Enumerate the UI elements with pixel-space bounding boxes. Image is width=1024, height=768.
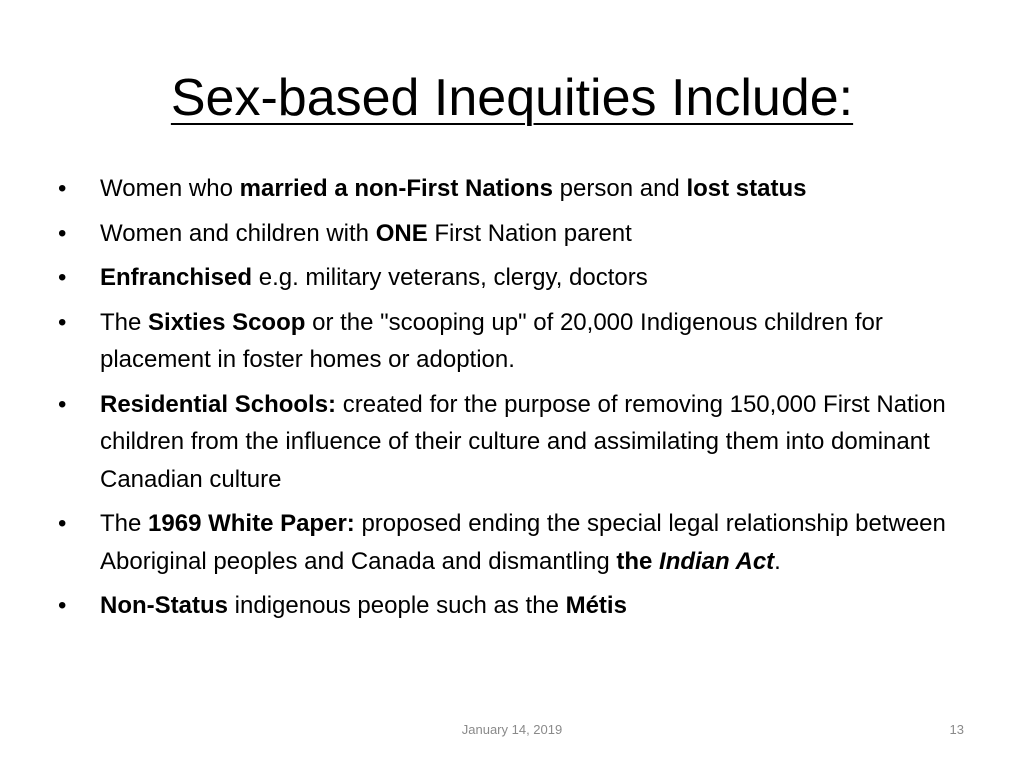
bullet-item	[58, 587, 958, 625]
bullet-text-segment: .	[774, 547, 781, 575]
bullet-text-segment: The	[100, 308, 149, 336]
bullet-text-segment: Métis	[565, 592, 627, 619]
bullet-text-segment: person and	[553, 175, 687, 202]
bullet-text-segment: Sixties Scoop	[148, 308, 306, 336]
bullet-item	[58, 215, 958, 253]
bullet-item	[58, 505, 958, 580]
bullet-item	[58, 386, 958, 499]
bullet-text-segment: Enfranchised	[100, 264, 253, 291]
bullet-item	[58, 304, 958, 379]
bullet-text-segment: Women and children with	[100, 219, 376, 247]
bullet-item	[58, 259, 958, 297]
bullet-text-segment: proposed ending the special legal relationship between Aboriginal peoples and Canada and dismantling	[100, 510, 946, 575]
bullet-item	[58, 170, 958, 208]
bullet-text-segment: indigenous people such as the	[228, 592, 566, 619]
footer-page-number: 13	[949, 722, 964, 737]
bullet-text-segment: Indian Act	[659, 547, 775, 575]
bullet-text-segment: ONE	[375, 219, 428, 247]
bullet-marker: •	[58, 390, 67, 418]
bullet-text-segment: e.g. military veterans, clergy, doctors	[252, 264, 648, 291]
bullet-marker: •	[58, 308, 67, 336]
bullet-marker: •	[58, 592, 67, 619]
bullet-text-segment: 1969 White Paper:	[148, 510, 355, 537]
bullet-text-segment: Women who	[100, 175, 240, 202]
bullet-text-segment: married a non-First Nations	[239, 175, 554, 202]
bullet-marker: •	[58, 510, 67, 537]
bullet-text-segment: created for the purpose of removing 150,000 First Nation children from the influence of their culture and assimilating them into dominant Canadian culture	[100, 390, 946, 493]
bullet-text-segment: The	[100, 510, 149, 537]
bullet-text-segment: Residential Schools:	[100, 390, 337, 418]
bullet-text-segment: lost status	[686, 175, 807, 202]
bullet-text-segment: or the "scooping up" of 20,000 Indigenous children for placement in foster homes or adoption.	[100, 308, 883, 373]
footer-date: January 14, 2019	[461, 722, 563, 737]
bullet-marker: •	[58, 175, 67, 202]
slide-title: Sex-based Inequities Include:	[170, 69, 854, 127]
bullet-list	[58, 170, 958, 632]
bullet-text-segment: the	[616, 547, 660, 575]
bullet-marker: •	[58, 219, 67, 247]
bullet-text-segment: First Nation parent	[427, 219, 632, 247]
bullet-marker: •	[58, 264, 67, 291]
bullet-text-segment: Non-Status	[100, 592, 228, 619]
